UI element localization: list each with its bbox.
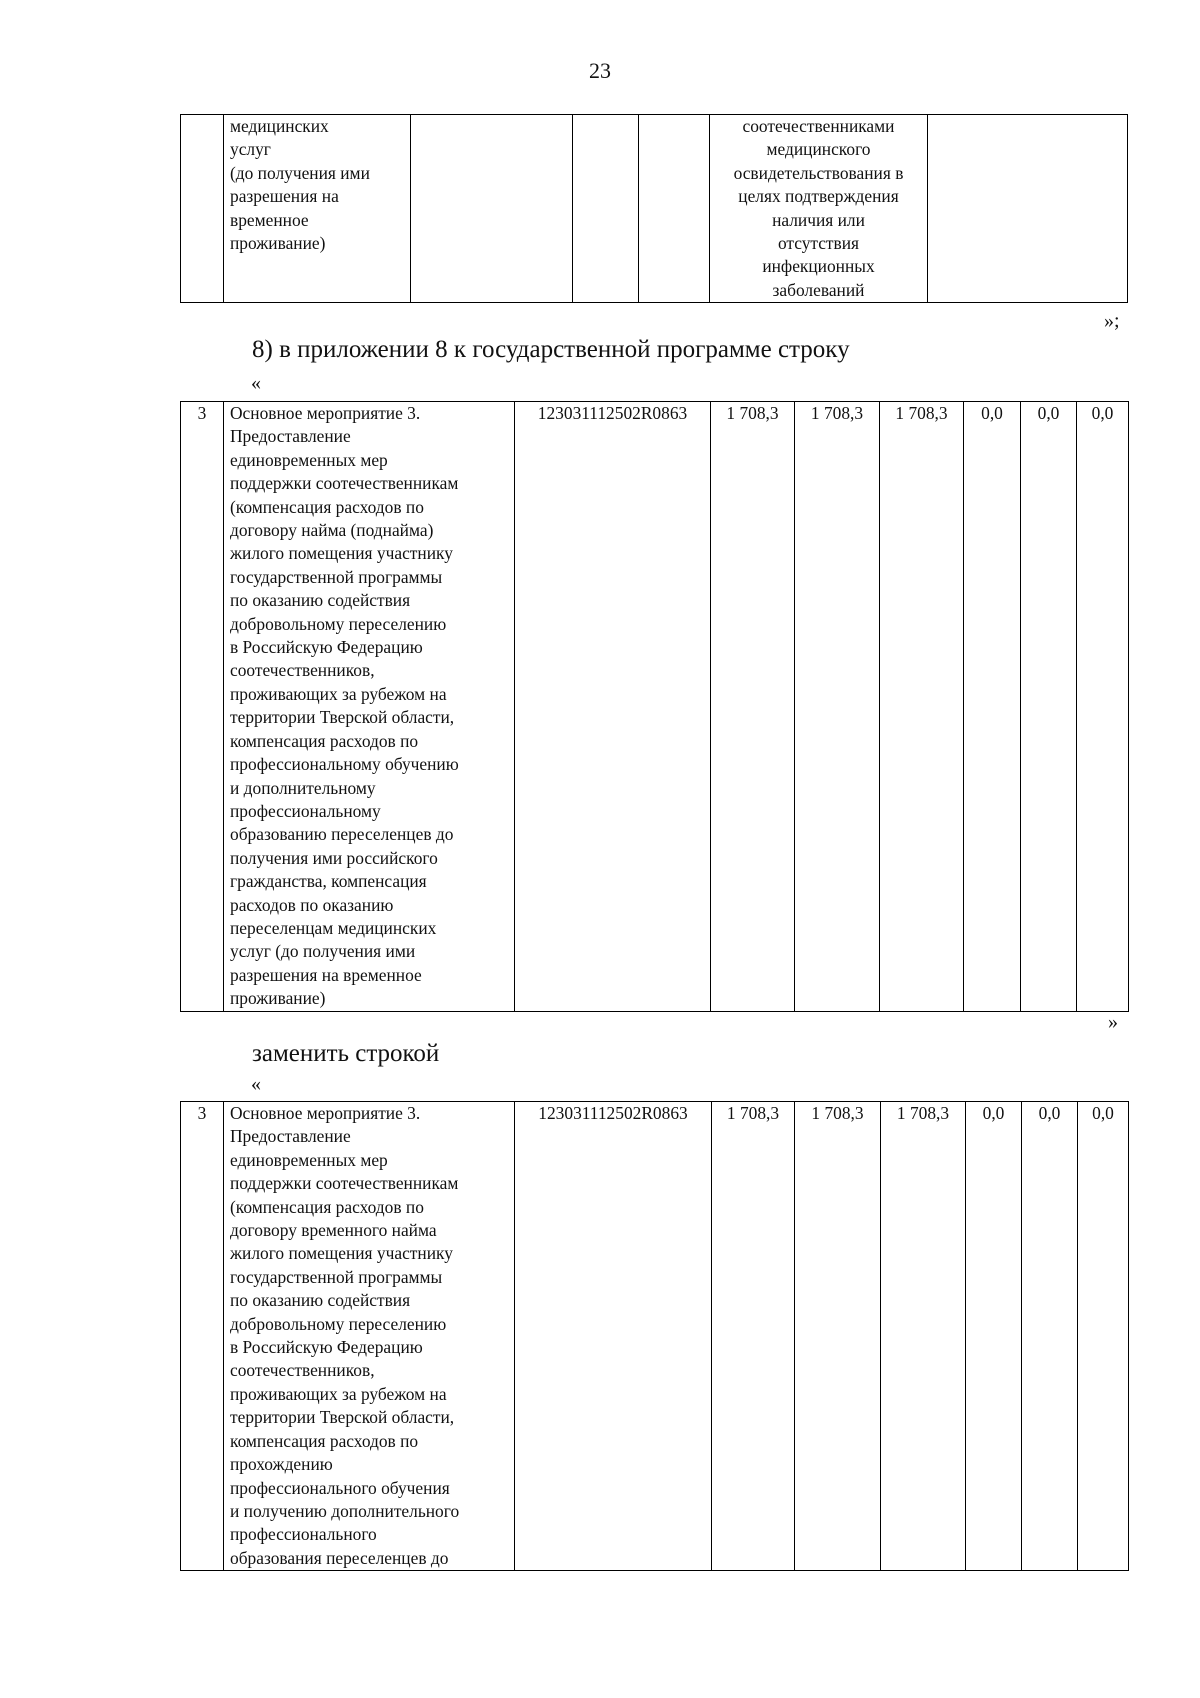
cell-value: 1 708,3	[795, 402, 880, 1012]
cell-number	[181, 115, 224, 303]
cell-code: 123031112502R0863	[515, 1102, 712, 1571]
cell-value: 0,0	[964, 402, 1021, 1012]
cell-value: 1 708,3	[795, 1102, 881, 1571]
cell-code: 123031112502R0863	[515, 402, 711, 1012]
cell-value: 1 708,3	[881, 1102, 966, 1571]
table-row	[181, 402, 1129, 1012]
closing-quote: »;	[1104, 310, 1120, 332]
cell-value: 0,0	[966, 1102, 1022, 1571]
cell-empty	[411, 115, 573, 303]
instruction-text: 8) в приложении 8 к государственной программе строку	[252, 336, 850, 363]
cell-value: 1 708,3	[880, 402, 964, 1012]
cell-value: 1 708,3	[711, 402, 795, 1012]
table-old-row	[180, 401, 1129, 1012]
cell-number: 3	[181, 402, 224, 1012]
cell-value: 1 708,3	[712, 1102, 795, 1571]
cell-empty	[928, 115, 1128, 303]
cell-number: 3	[181, 1102, 224, 1571]
cell-description: Основное мероприятие 3. Предоставление единовременных мер поддержки соотечественникам (компенсация расходов по договору найма (поднайма) жилого помещения участнику государственной программы по оказанию содействия добровольному переселению в Российскую Федерацию соотечественников, проживающих за рубежом на территории Тверской области, компенсация расходов по профессиональному обучению и дополнительному профессиональному образованию переселенцев до получения ими российского гражданства, компенсация расходов по оказанию переселенцам медицинских услуг (до получения ими разрешения на временное проживание)	[224, 402, 515, 1012]
table-row	[181, 1102, 1129, 1571]
cell-value: 0,0	[1022, 1102, 1078, 1571]
table-row	[181, 115, 1128, 303]
cell-empty	[639, 115, 710, 303]
cell-empty	[573, 115, 639, 303]
opening-quote: «	[251, 1073, 261, 1095]
cell-description: Основное мероприятие 3. Предоставление единовременных мер поддержки соотечественникам (компенсация расходов по договору временного найма жилого помещения участнику государственной программы по оказанию содействия добровольному переселению в Российскую Федерацию соотечественников, проживающих за рубежом на территории Тверской области, компенсация расходов по прохождению профессионального обучения и получению дополнительного профессионального образования переселенцев до	[224, 1102, 515, 1571]
closing-quote: »	[1108, 1011, 1118, 1033]
cell-result: соотечественниками медицинского освидетельствования в целях подтверждения наличия или отсутствия инфекционных заболеваний	[710, 115, 928, 303]
page-number: 23	[589, 58, 611, 83]
cell-value: 0,0	[1077, 402, 1129, 1012]
cell-value: 0,0	[1078, 1102, 1129, 1571]
table-new-row	[180, 1101, 1129, 1571]
cell-value: 0,0	[1021, 402, 1077, 1012]
opening-quote: «	[251, 372, 261, 394]
table-continuation	[180, 114, 1128, 303]
replace-text: заменить строкой	[252, 1040, 440, 1067]
cell-description: медицинских услуг (до получения ими разрешения на временное проживание)	[224, 115, 411, 303]
